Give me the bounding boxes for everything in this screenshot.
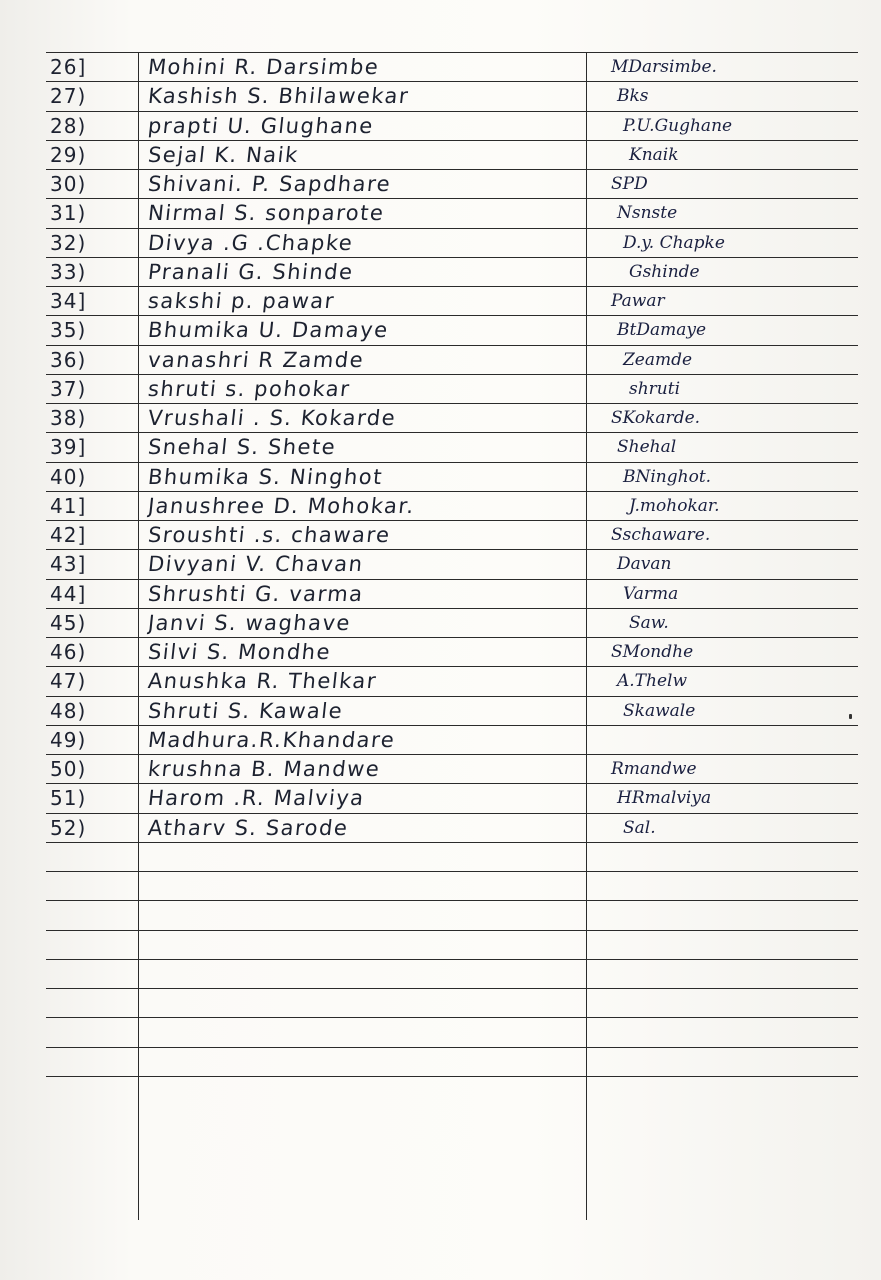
student-name: krushna B. Mandwe (146, 757, 382, 781)
student-name: Divya .G .Chapke (146, 230, 355, 255)
signature: HRmalviya (617, 788, 712, 809)
table-row (46, 638, 858, 667)
table-row (46, 784, 858, 813)
roll-number: 38) (50, 406, 87, 430)
signature: Saw. (629, 612, 669, 633)
table-row (46, 316, 858, 345)
row-rule (46, 696, 858, 697)
row-rule (46, 1017, 858, 1018)
row-rule (46, 842, 858, 843)
roll-number: 41] (50, 493, 87, 518)
signature: Zeamde (623, 349, 693, 370)
signature: BNinghot. (623, 466, 712, 487)
row-rule (46, 813, 858, 814)
roll-number: 50) (50, 757, 87, 781)
table-row (46, 82, 858, 111)
roll-number: 45) (50, 610, 87, 635)
row-rule (46, 111, 858, 112)
table-row (46, 287, 858, 316)
table-row (46, 112, 858, 141)
student-name: Snehal S. Shete (146, 435, 338, 460)
row-rule (46, 345, 858, 346)
student-name: Janvi S. waghave (146, 610, 353, 635)
table-row (46, 199, 858, 228)
signature: BtDamaye (617, 320, 707, 341)
roll-number: 37) (50, 376, 87, 401)
student-name: Anushka R. Thelkar (146, 669, 379, 694)
student-name: sakshi p. pawar (146, 289, 337, 313)
row-rule (46, 374, 858, 375)
roll-number: 44] (50, 581, 87, 606)
signature: shruti (629, 378, 681, 399)
roll-number: 31) (50, 201, 87, 226)
table-row (46, 580, 858, 609)
row-rule (46, 549, 858, 550)
row-rule (46, 81, 858, 82)
roll-number: 52) (50, 815, 87, 840)
row-rule (46, 403, 858, 404)
signature: D.y. Chapke (623, 232, 725, 253)
student-name: Atharv S. Sarode (146, 815, 350, 840)
table-row (46, 463, 858, 492)
row-rule (46, 900, 858, 901)
table-row (46, 229, 858, 258)
roll-number: 51) (50, 786, 87, 811)
row-rule (46, 754, 858, 755)
table-row (46, 609, 858, 638)
table-row (46, 492, 858, 521)
student-name: Harom .R. Malviya (146, 786, 366, 811)
signature: A.Thelw (617, 671, 688, 692)
roll-number: 39] (50, 435, 87, 460)
row-rule (46, 520, 858, 521)
table-row (46, 141, 858, 170)
signature: Bks (617, 86, 649, 107)
student-name: Sroushti .s. chaware (146, 523, 392, 547)
table-row (46, 755, 858, 784)
roll-number: 26] (50, 55, 87, 79)
row-rule (46, 608, 858, 609)
roll-number: 46) (50, 640, 87, 664)
row-rule (46, 579, 858, 580)
row-rule (46, 725, 858, 726)
table-row (46, 550, 858, 579)
roll-number: 49) (50, 727, 87, 752)
signature: Shehal (617, 437, 677, 458)
student-name: Madhura.R.Khandare (146, 727, 397, 752)
row-rule (46, 462, 858, 463)
student-name: Shruti S. Kawale (146, 698, 345, 723)
table-row (46, 346, 858, 375)
student-name: Janushree D. Mohokar. (146, 493, 417, 518)
roll-number: 32) (50, 230, 87, 255)
signature: P.U.Gughane (623, 115, 733, 136)
student-name: Pranali G. Shinde (146, 259, 355, 284)
student-name: Divyani V. Chavan (146, 552, 365, 577)
signature: SMondhe (611, 642, 694, 662)
row-rule (46, 432, 858, 433)
signature: SKokarde. (611, 408, 701, 428)
student-name: Shrushti G. varma (146, 581, 365, 606)
signature: Sschaware. (611, 525, 711, 545)
signature: Davan (617, 554, 672, 575)
signature: Rmandwe (611, 759, 697, 779)
row-rule (46, 930, 858, 931)
row-rule (46, 959, 858, 960)
table-row (46, 726, 858, 755)
row-rule (46, 637, 858, 638)
student-name: Sejal K. Naik (146, 142, 300, 167)
table-row (46, 53, 858, 82)
roll-number: 47) (50, 669, 87, 694)
roll-number: 42] (50, 523, 87, 547)
table-row (46, 258, 858, 287)
row-rule (46, 1076, 858, 1077)
pen-mark (849, 714, 852, 719)
table-row (46, 521, 858, 550)
roll-number: 36) (50, 347, 87, 372)
roll-number: 29) (50, 142, 87, 167)
roll-number: 30) (50, 172, 87, 196)
table-row (46, 814, 858, 843)
table-row (46, 667, 858, 696)
student-name: Silvi S. Mondhe (146, 640, 333, 664)
student-name: Bhumika U. Damaye (146, 318, 390, 343)
student-name: Vrushali . S. Kokarde (146, 406, 398, 430)
signature: Gshinde (629, 261, 700, 282)
roll-number: 34] (50, 289, 87, 313)
row-rule (46, 286, 858, 287)
row-rule (46, 257, 858, 258)
roll-number: 35) (50, 318, 87, 343)
student-name: shruti s. pohokar (146, 376, 352, 401)
roll-number: 43] (50, 552, 87, 577)
table-row (46, 375, 858, 404)
row-rule (46, 315, 858, 316)
row-rule (46, 52, 858, 53)
roll-number: 33) (50, 259, 87, 284)
row-rule (46, 783, 858, 784)
row-rule (46, 140, 858, 141)
roll-number: 48) (50, 698, 87, 723)
signature: Nsnste (617, 203, 678, 224)
roll-number: 27) (50, 84, 87, 109)
student-name: prapti U. Glughane (146, 113, 376, 138)
signature: Pawar (611, 291, 665, 311)
signature: Varma (623, 583, 679, 604)
table-row (46, 404, 858, 433)
row-rule (46, 169, 858, 170)
roll-number: 40) (50, 464, 87, 489)
row-rule (46, 666, 858, 667)
row-rule (46, 491, 858, 492)
signature: SPD (611, 174, 648, 194)
row-rule (46, 1047, 858, 1048)
student-name: Nirmal S. sonparote (146, 201, 386, 226)
signature: Skawale (623, 700, 696, 721)
attendance-table (46, 52, 858, 1220)
signature (591, 726, 881, 755)
row-rule (46, 871, 858, 872)
row-rule (46, 228, 858, 229)
signature: Knaik (629, 144, 679, 165)
student-name: Shivani. P. Sapdhare (146, 172, 393, 196)
table-row (46, 170, 858, 199)
signature: MDarsimbe. (611, 57, 717, 77)
student-name: vanashri R Zamde (146, 347, 366, 372)
signature: Sal. (623, 817, 656, 838)
student-name: Bhumika S. Ninghot (146, 464, 385, 489)
roll-number: 28) (50, 113, 87, 138)
student-name: Kashish S. Bhilawekar (146, 84, 411, 109)
signature: J.mohokar. (629, 495, 720, 516)
table-row (46, 433, 858, 462)
student-name: Mohini R. Darsimbe (146, 55, 381, 79)
row-rule (46, 988, 858, 989)
table-row (46, 697, 858, 726)
row-rule (46, 198, 858, 199)
